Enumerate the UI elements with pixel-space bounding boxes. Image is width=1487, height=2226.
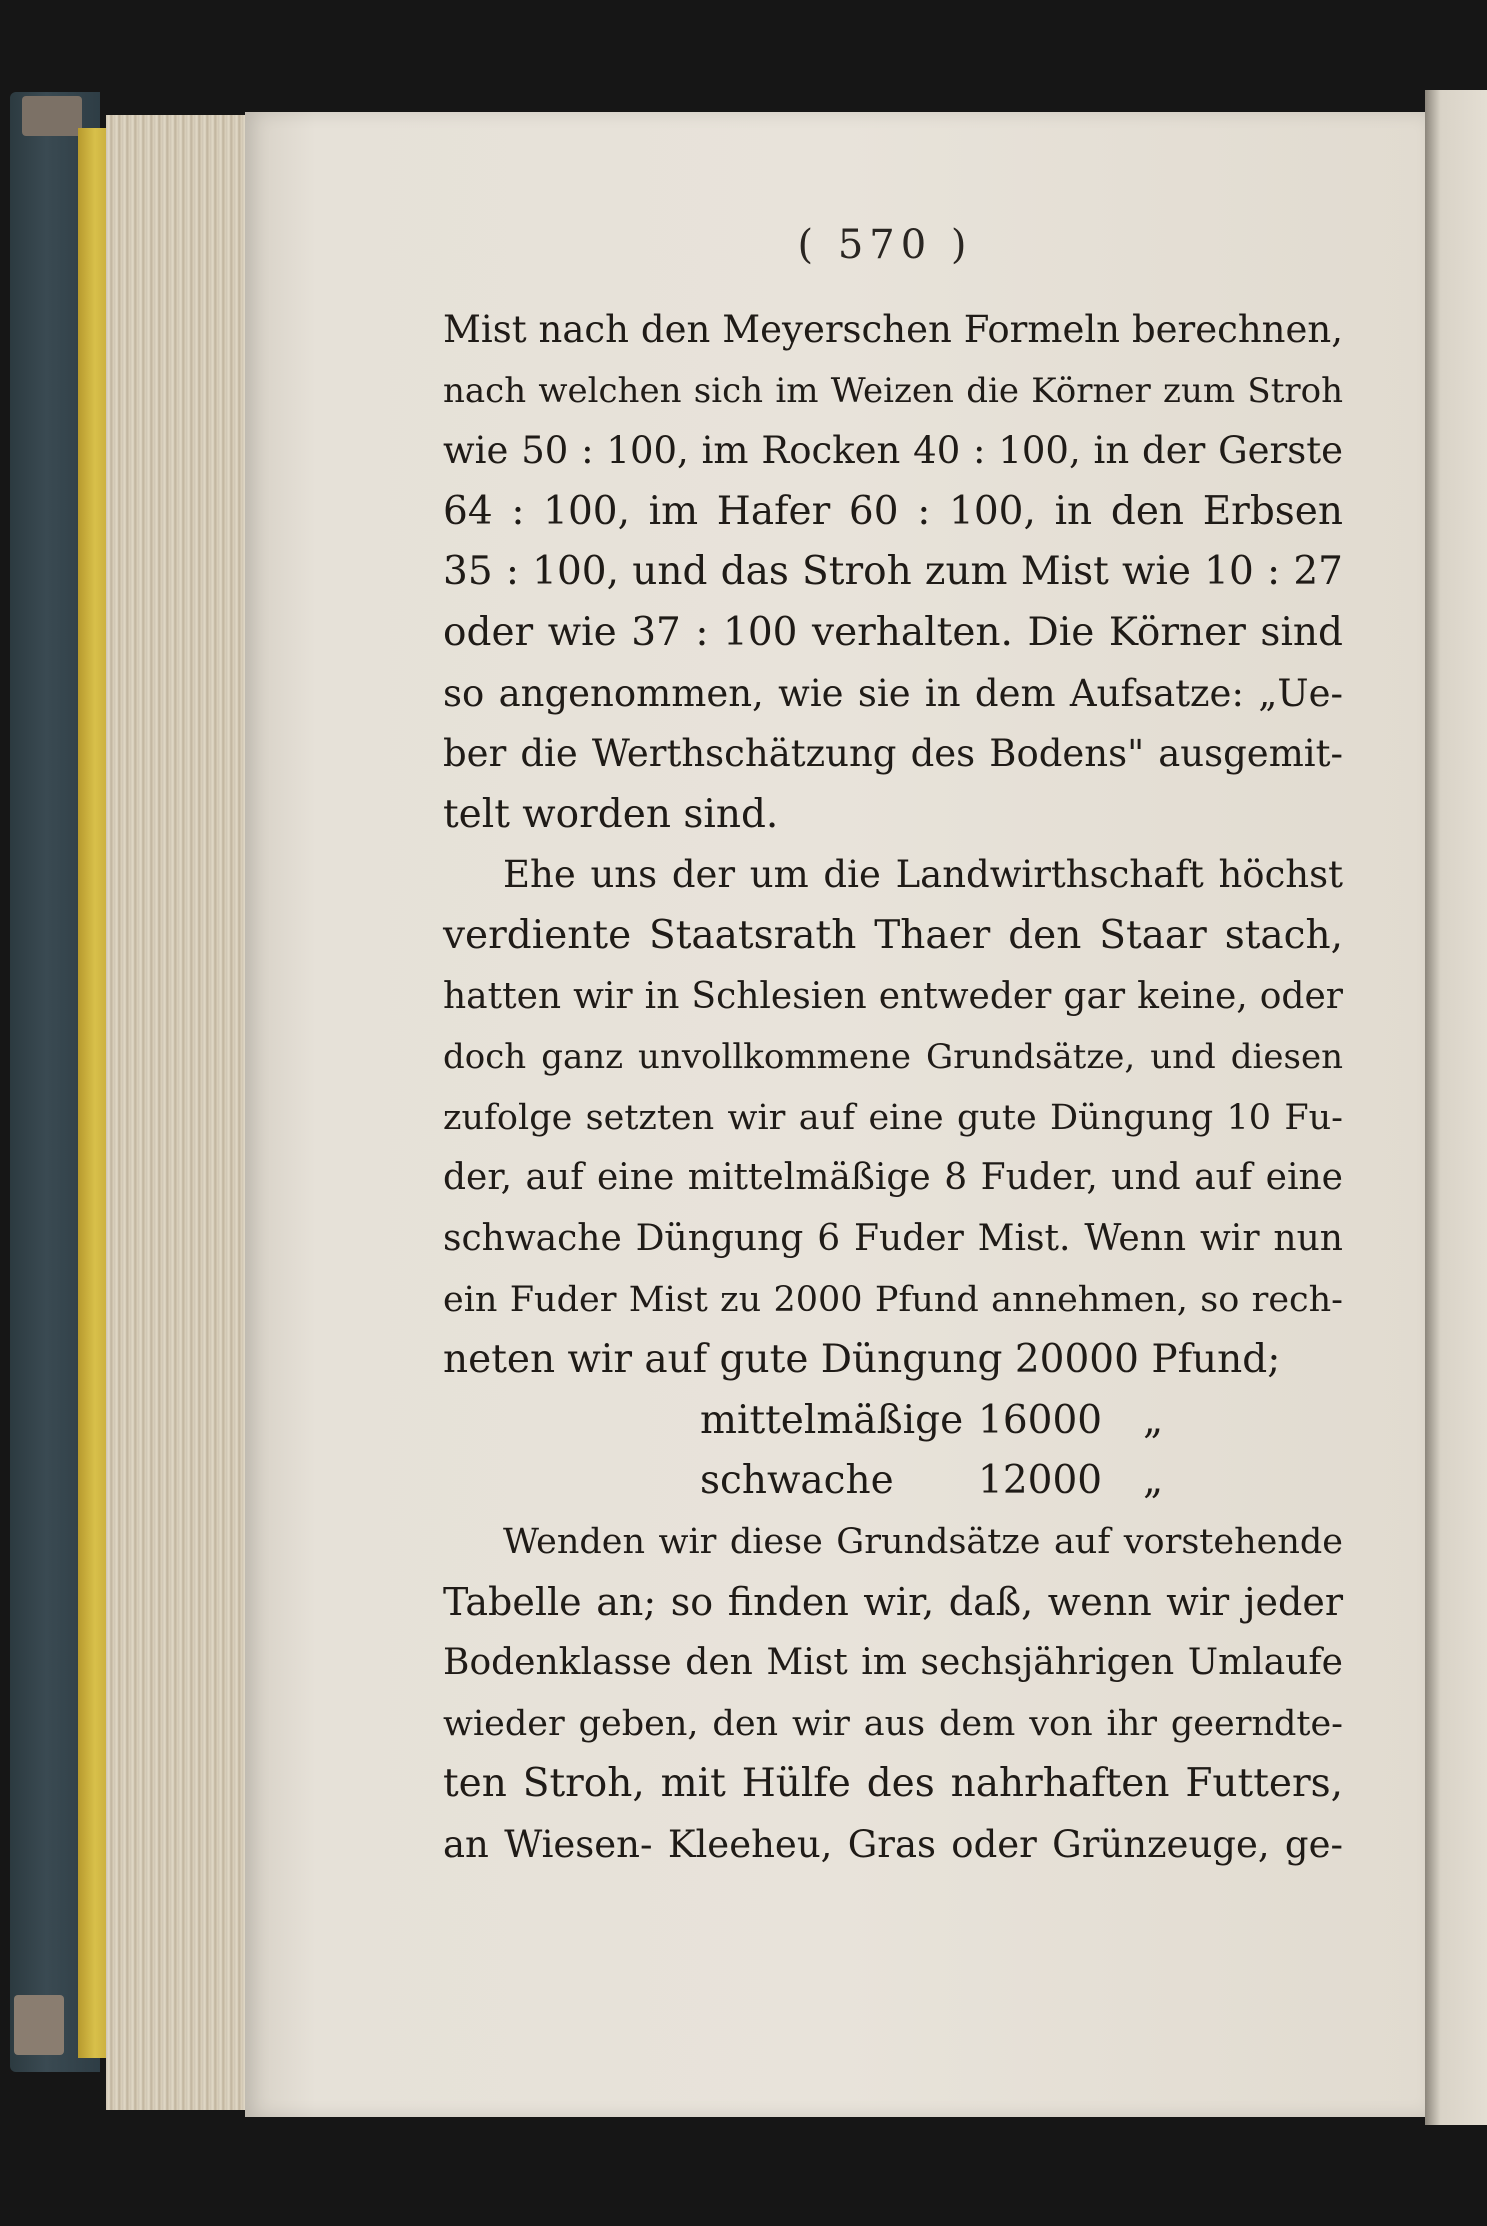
text-line: doch ganz unvollkommene Grundsätze, und diesen: [443, 1037, 1343, 1078]
text-line: verdiente Staatsrath Thaer den Staar stach,: [443, 912, 1343, 958]
text-line: hatten wir in Schlesien entweder gar keine, oder: [443, 975, 1343, 1017]
ditto-mark: „: [1143, 1458, 1164, 1504]
text-line: zufolge setzten wir auf eine gute Düngung 10 Fu-: [443, 1097, 1343, 1138]
text-line: telt worden sind.: [443, 791, 779, 837]
text-line: 64 : 100, im Hafer 60 : 100, in den Erbsen: [443, 488, 1343, 534]
text-line: ten Stroh, mit Hülfe des nahrhaften Futters,: [443, 1761, 1343, 1807]
table-row: [443, 1391, 1343, 1452]
text-line: Mist nach den Meyerschen Formeln berechnen,: [443, 308, 1343, 351]
text-line: 35 : 100, und das Stroh zum Mist wie 10 : 27: [443, 549, 1343, 595]
text-line: ber die Werthschätzung des Bodens" ausgemit-: [443, 732, 1343, 776]
table-value: 12000: [978, 1458, 1103, 1504]
text-line: wieder geben, den wir aus dem von ihr geerndte-: [443, 1703, 1343, 1744]
text-line: nach welchen sich im Weizen die Körner zum Stroh: [443, 370, 1343, 411]
table-label: schwache: [700, 1458, 894, 1504]
paragraph-start: Wenden wir diese Grundsätze auf vorstehende: [503, 1521, 1343, 1562]
table-row: [443, 1451, 1343, 1512]
table-label: mittelmäßige: [700, 1397, 964, 1443]
text-line: Bodenklasse den Mist im sechsjährigen Umlaufe: [443, 1642, 1343, 1684]
text-line: der, auf eine mittelmäßige 8 Fuder, und auf eine: [443, 1157, 1343, 1199]
paragraph-start: Ehe uns der um die Landwirthschaft höchst: [503, 853, 1343, 897]
text-line: so angenommen, wie sie in dem Aufsatze: „Ue-: [443, 671, 1343, 715]
facing-page-edge: [1425, 90, 1487, 2125]
page-text: [443, 300, 1343, 1875]
cover-corner: [14, 1995, 64, 2055]
text-line: ein Fuder Mist zu 2000 Pfund annehmen, so rech-: [443, 1279, 1343, 1320]
page-number: ( 570 ): [797, 222, 973, 268]
text-line: oder wie 37 : 100 verhalten. Die Körner sind: [443, 609, 1343, 655]
ditto-mark: „: [1143, 1397, 1164, 1443]
table-value: 16000: [978, 1397, 1103, 1443]
page-stack: [106, 115, 256, 2110]
text-line: schwache Düngung 6 Fuder Mist. Wenn wir nun: [443, 1217, 1343, 1259]
text-line: neten wir auf gute Düngung 20000 Pfund;: [443, 1337, 1281, 1383]
text-line: wie 50 : 100, im Rocken 40 : 100, in der Gerste: [443, 429, 1343, 473]
text-line: an Wiesen- Kleeheu, Gras oder Grünzeuge, ge-: [443, 1822, 1343, 1866]
text-line: Tabelle an; so finden wir, daß, wenn wir jeder: [443, 1580, 1343, 1625]
cover-corner: [22, 96, 82, 136]
